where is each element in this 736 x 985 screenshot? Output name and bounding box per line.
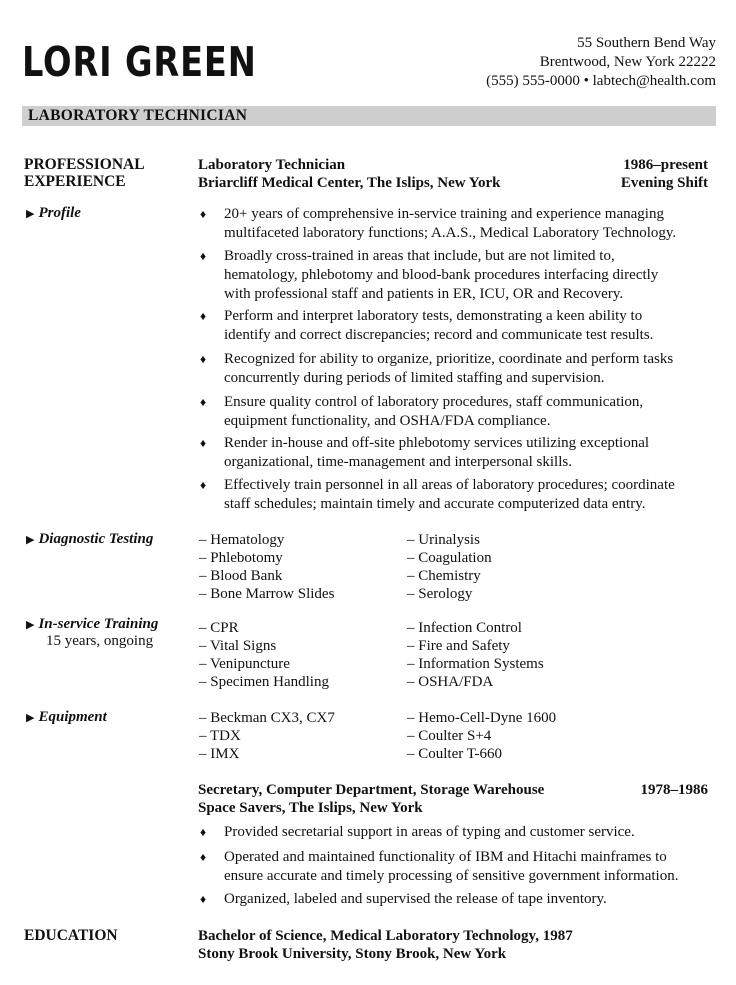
job2-bullet bbox=[200, 823, 710, 842]
diagnostic-list-left bbox=[199, 531, 334, 603]
job1-bullet bbox=[200, 434, 710, 472]
diamond-bullet-icon: ♦ bbox=[200, 850, 207, 864]
job1-dates: 1986–present bbox=[623, 157, 708, 173]
bullet-text-line: equipment functionality, and OSHA/FDA compliance. bbox=[224, 413, 551, 429]
diamond-bullet-icon: ♦ bbox=[200, 892, 207, 906]
diagnostic-list-right bbox=[407, 531, 492, 603]
arrow-right-icon: ▶ bbox=[26, 208, 35, 220]
bullet-text-line: ensure accurate and timely processing of sensitive government information. bbox=[224, 868, 679, 884]
diamond-bullet-icon: ♦ bbox=[200, 478, 207, 492]
list-item: – Phlebotomy bbox=[199, 550, 283, 566]
arrow-right-icon: ▶ bbox=[26, 619, 35, 631]
side-label-diagnostic: ▶ Diagnostic Testing bbox=[26, 531, 154, 547]
bullet-text-line: Organized, labeled and supervised the release of tape inventory. bbox=[224, 891, 607, 907]
bullet-text-line: 20+ years of comprehensive in-service training and experience managing bbox=[224, 206, 664, 222]
bullet-text-line: Render in-house and off-site phlebotomy services utilizing exceptional bbox=[224, 435, 650, 451]
bullet-text-line: Recognized for ability to organize, prioritize, coordinate and perform tasks bbox=[224, 351, 674, 367]
diamond-bullet-icon: ♦ bbox=[200, 309, 207, 323]
list-item: – IMX bbox=[199, 746, 240, 762]
bullet-text-line: Ensure quality control of laboratory procedures, staff communication, bbox=[224, 394, 644, 410]
arrow-right-icon: ▶ bbox=[26, 534, 35, 546]
list-item: – Vital Signs bbox=[199, 638, 277, 654]
bullet-text-line: multifaceted laboratory functions; A.A.S., Medical Laboratory Technology. bbox=[224, 225, 677, 241]
list-item: – Serology bbox=[407, 586, 473, 602]
list-item: – Coulter S+4 bbox=[407, 728, 492, 744]
inservice-list-left bbox=[199, 619, 329, 691]
bullet-text-line: organizational, time-management and interpersonal skills. bbox=[224, 454, 572, 470]
bullet-text-line: concurrently during periods of limited staffing and supervision. bbox=[224, 370, 605, 386]
list-item: – TDX bbox=[199, 728, 241, 744]
diamond-bullet-icon: ♦ bbox=[200, 825, 207, 839]
job1-company: Briarcliff Medical Center, The Islips, New York bbox=[198, 175, 501, 191]
job2-dates: 1978–1986 bbox=[640, 782, 708, 798]
diamond-bullet-icon: ♦ bbox=[200, 207, 207, 221]
arrow-right-icon: ▶ bbox=[26, 712, 35, 724]
job2-bullet bbox=[200, 848, 710, 886]
job1-bullet bbox=[200, 476, 710, 514]
candidate-name: LORI GREEN bbox=[22, 38, 257, 86]
bullet-text-line: hematology, phlebotomy and blood-bank procedures interfacing directly bbox=[224, 267, 659, 283]
list-item: – Specimen Handling bbox=[199, 674, 329, 690]
list-item: – Infection Control bbox=[407, 620, 522, 636]
list-item: – Urinalysis bbox=[407, 532, 480, 548]
bullet-text-line: Provided secretarial support in areas of typing and customer service. bbox=[224, 824, 635, 840]
address-line-2: Brentwood, New York 22222 bbox=[539, 54, 716, 70]
list-item: – Coagulation bbox=[407, 550, 492, 566]
job2-title: Secretary, Computer Department, Storage Warehouse bbox=[198, 782, 545, 798]
equipment-list-left bbox=[199, 709, 335, 763]
address-line-1: 55 Southern Bend Way bbox=[577, 35, 716, 51]
job1-bullet bbox=[200, 205, 710, 243]
equipment-list-right bbox=[407, 709, 556, 763]
job-title-heading: LABORATORY TECHNICIAN bbox=[28, 107, 248, 124]
list-item: – Beckman CX3, CX7 bbox=[199, 710, 335, 726]
list-item: – Chemistry bbox=[407, 568, 481, 584]
diamond-bullet-icon: ♦ bbox=[200, 249, 207, 263]
list-item: – Hemo-Cell-Dyne 1600 bbox=[407, 710, 557, 726]
list-item: – Blood Bank bbox=[199, 568, 283, 584]
job1-bullet bbox=[200, 393, 710, 431]
bullet-text-line: staff schedules; maintain timely and accurate computerized data entry. bbox=[224, 496, 646, 512]
section-education: EDUCATION bbox=[24, 927, 118, 944]
job2-bullet bbox=[200, 890, 710, 909]
list-item: – Information Systems bbox=[407, 656, 544, 672]
list-item: – Coulter T-660 bbox=[407, 746, 503, 762]
diamond-bullet-icon: ♦ bbox=[200, 436, 207, 450]
inservice-list-right bbox=[407, 619, 544, 691]
list-item: – Bone Marrow Slides bbox=[199, 586, 335, 602]
bullet-text-line: with professional staff and patients in ER, ICU, OR and Recovery. bbox=[224, 286, 624, 302]
job1-bullet bbox=[200, 307, 710, 345]
bullet-text-line: Effectively train personnel in all areas of laboratory procedures; coordinate bbox=[224, 477, 675, 493]
inservice-subtitle: 15 years, ongoing bbox=[46, 633, 154, 649]
job1-bullet bbox=[200, 350, 710, 388]
education-degree: Bachelor of Science, Medical Laboratory Technology, 1987 bbox=[198, 928, 573, 944]
side-label-equipment: ▶ Equipment bbox=[26, 709, 107, 725]
list-item: – Venipuncture bbox=[199, 656, 290, 672]
diamond-bullet-icon: ♦ bbox=[200, 352, 207, 366]
bullet-text-line: identify and correct discrepancies; record and communicate test results. bbox=[224, 327, 654, 343]
side-label-profile: ▶ Profile bbox=[26, 205, 81, 221]
job1-bullet bbox=[200, 247, 710, 304]
bullet-text-line: Broadly cross-trained in areas that include, but are not limited to, bbox=[224, 248, 615, 264]
list-item: – Fire and Safety bbox=[407, 638, 510, 654]
diamond-bullet-icon: ♦ bbox=[200, 395, 207, 409]
list-item: – CPR bbox=[199, 620, 239, 636]
side-label-inservice: ▶ In-service Training bbox=[26, 616, 159, 632]
job1-title: Laboratory Technician bbox=[198, 157, 346, 173]
list-item: – Hematology bbox=[199, 532, 285, 548]
job2-company: Space Savers, The Islips, New York bbox=[198, 800, 423, 816]
education-school: Stony Brook University, Stony Brook, New York bbox=[198, 946, 507, 962]
list-item: – OSHA/FDA bbox=[407, 674, 494, 690]
bullet-text-line: Perform and interpret laboratory tests, demonstrating a keen ability to bbox=[224, 308, 643, 324]
bullet-text-line: Operated and maintained functionality of IBM and Hitachi mainframes to bbox=[224, 849, 667, 865]
job1-shift: Evening Shift bbox=[620, 175, 708, 191]
title-bar bbox=[22, 106, 716, 126]
contact-line: (555) 555-0000 • labtech@health.com bbox=[486, 73, 716, 89]
section-experience: PROFESSIONAL EXPERIENCE bbox=[24, 156, 145, 190]
